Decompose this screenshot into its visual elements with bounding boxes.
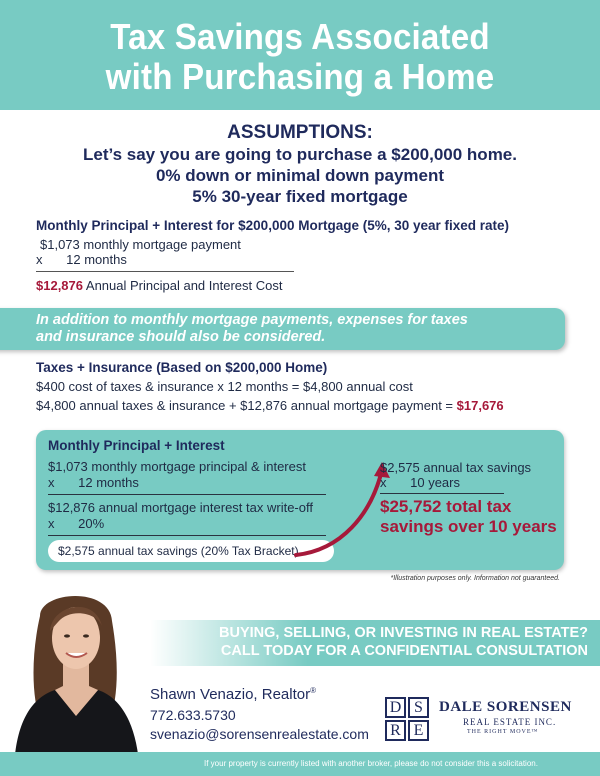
logo-subtitle: REAL ESTATE INC. xyxy=(463,717,557,727)
right-savings-line: $2,575 annual tax savings xyxy=(380,460,532,475)
agent-contact xyxy=(150,686,369,744)
agent-name xyxy=(150,686,369,703)
logo-letter: D xyxy=(385,697,406,718)
title-line-2: with Purchasing a Home xyxy=(105,56,495,97)
agent-email[interactable]: svenazio@sorensenrealestate.com xyxy=(150,726,369,742)
box-percent: 20% xyxy=(78,516,105,531)
assumption-line-2: 0% down or minimal down payment xyxy=(155,166,445,185)
cta-line-1: BUYING, SELLING, OR INVESTING IN REAL ESTATE? xyxy=(219,625,588,641)
box-line-2: $12,876 annual mortgage interest tax write-off xyxy=(48,500,313,515)
logo-tagline: THE RIGHT MOVE™ xyxy=(467,729,539,735)
box-months-line xyxy=(48,475,139,490)
annual-label: Annual Principal and Interest Cost xyxy=(85,278,283,293)
total-line-1: $25,752 total tax xyxy=(380,497,512,516)
divider xyxy=(48,494,326,495)
multiply-sign: x xyxy=(48,475,55,490)
taxes-line-2-text: $4,800 annual taxes & insurance + $12,876 annual mortgage payment = xyxy=(36,398,457,413)
total-savings xyxy=(380,497,557,537)
cta-line-2: CALL TODAY FOR A CONFIDENTIAL CONSULTATION xyxy=(220,643,588,659)
box-title: Monthly Principal + Interest xyxy=(48,438,225,453)
tax-savings-box xyxy=(36,430,564,570)
logo-letter: S xyxy=(408,697,429,718)
assumption-line-1: Let’s say you are going to purchase a $200,000 home. xyxy=(83,145,517,164)
taxes-title: Taxes + Insurance (Based on $200,000 Home) xyxy=(36,360,328,375)
principal-section xyxy=(36,218,576,293)
taxes-total: $17,676 xyxy=(456,398,504,413)
multiply-sign: x xyxy=(380,475,387,490)
box-line-1: $1,073 monthly mortgage principal & interest xyxy=(48,459,306,474)
payment-line: $1,073 monthly mortgage payment xyxy=(40,237,241,252)
agent-name-text: Shawn Venazio, Realtor xyxy=(150,686,311,703)
assumptions-section xyxy=(0,122,600,207)
cta-band xyxy=(150,620,600,666)
months-line xyxy=(36,252,576,267)
header-banner xyxy=(0,0,600,110)
annual-cost-line xyxy=(36,278,576,293)
title-line-1: Tax Savings Associated xyxy=(110,16,490,57)
assumptions-heading: ASSUMPTIONS: xyxy=(227,122,373,143)
agent-photo xyxy=(0,586,150,776)
multiply-sign: x xyxy=(36,252,43,267)
assumption-line-3: 5% 30-year fixed mortgage xyxy=(192,187,408,206)
disclaimer-text: *Illustration purposes only. Information not guaranteed. xyxy=(390,575,560,582)
right-years: 10 years xyxy=(410,475,460,490)
box-months: 12 months xyxy=(78,475,139,490)
footer-bar xyxy=(0,752,600,776)
multiply-sign: x xyxy=(48,516,55,531)
agent-phone[interactable]: 772.633.5730 xyxy=(150,707,236,723)
logo-letter: E xyxy=(408,720,429,741)
principal-title: Monthly Principal + Interest for $200,000 Mortgage (5%, 30 year fixed rate) xyxy=(36,218,510,233)
registered-mark: ® xyxy=(310,686,317,695)
divider xyxy=(380,493,504,494)
annual-amount: $12,876 xyxy=(36,278,83,293)
annual-savings-chip: $2,575 annual tax savings (20% Tax Bracket) xyxy=(48,540,334,562)
divider xyxy=(36,271,294,272)
total-line-2: savings over 10 years xyxy=(380,517,557,536)
banner-line-2: and insurance should also be considered. xyxy=(36,329,326,345)
taxes-section xyxy=(36,360,576,413)
right-years-line xyxy=(380,475,460,490)
taxes-line-1: $400 cost of taxes & insurance x 12 months = $4,800 annual cost xyxy=(36,379,413,394)
logo-company-name: DALE SORENSEN xyxy=(439,699,572,715)
box-percent-line xyxy=(48,516,104,531)
footer-text: If your property is currently listed with another broker, please do not consider this a solicitation. xyxy=(204,759,538,768)
divider xyxy=(48,535,326,536)
logo-monogram xyxy=(385,697,433,743)
company-logo xyxy=(385,697,575,743)
logo-letter: R xyxy=(385,720,406,741)
banner-line-1: In addition to monthly mortgage payments, expenses for taxes xyxy=(36,312,468,328)
expenses-banner xyxy=(0,308,565,350)
page-title xyxy=(24,0,576,97)
months-value: 12 months xyxy=(66,252,127,267)
taxes-line-2 xyxy=(36,398,576,413)
